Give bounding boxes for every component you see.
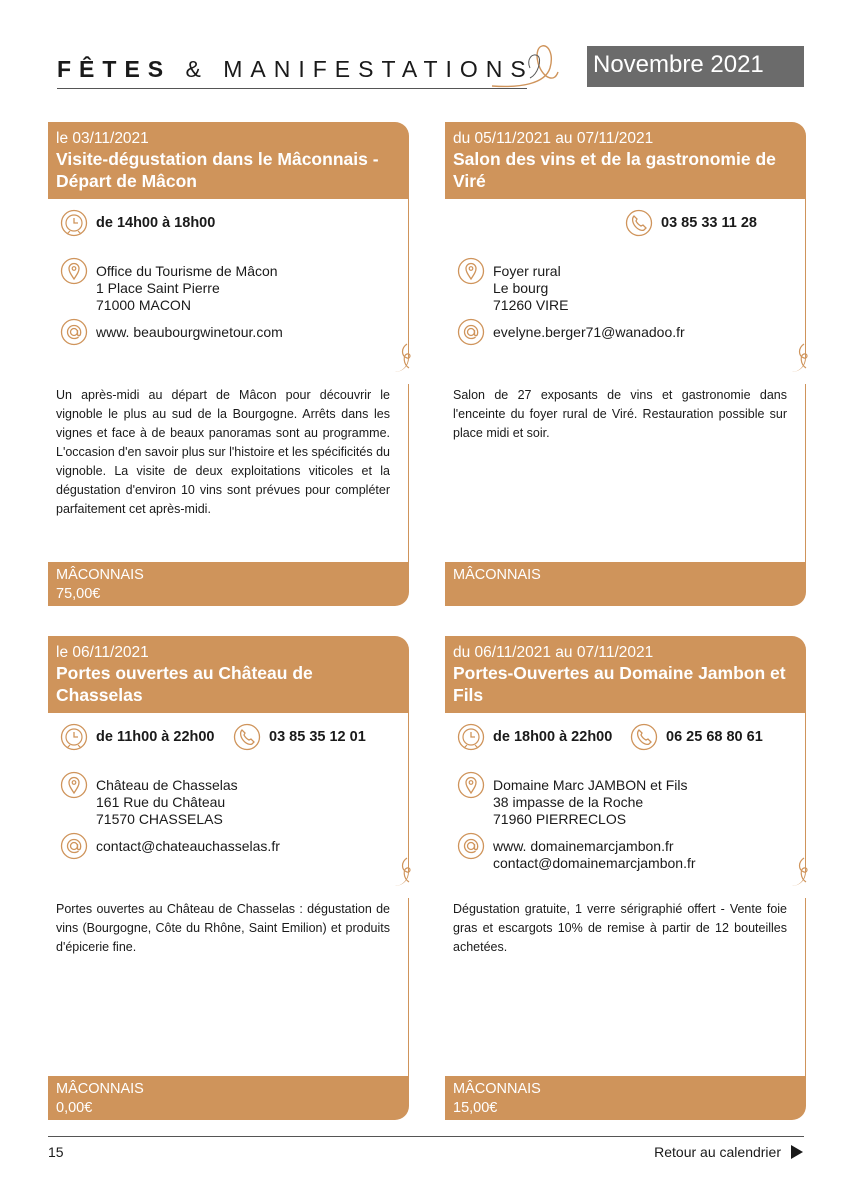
at-icon <box>60 318 88 346</box>
event-address-line: Château de Chasselas <box>96 777 238 793</box>
event-footer <box>445 1076 806 1120</box>
event-address-line: Domaine Marc JAMBON et Fils <box>493 777 688 793</box>
page-title: FÊTES & MANIFESTATIONS <box>57 56 534 82</box>
event-phone[interactable]: 03 85 33 11 28 <box>661 215 757 231</box>
event-region: MÂCONNAIS <box>56 1081 144 1097</box>
footer-rule <box>48 1136 804 1137</box>
event-info-panel <box>48 713 409 886</box>
event-description: Portes ouvertes au Château de Chasselas : dégustation de vins (Bourgogne, Côte du Rhône, Saint Emilion) et produits d'épicerie fine. <box>48 898 409 1076</box>
event-region: MÂCONNAIS <box>453 567 541 583</box>
event-contact-line[interactable]: contact@chateauchasselas.fr <box>96 838 280 854</box>
event-date: le 06/11/2021 <box>56 644 149 661</box>
event-contact-row[interactable] <box>457 832 696 872</box>
event-contact-row[interactable] <box>60 832 280 860</box>
event-time: de 14h00 à 18h00 <box>96 215 216 231</box>
curl-ornament <box>397 856 413 889</box>
event-region: MÂCONNAIS <box>453 1081 541 1097</box>
event-title: Portes ouvertes au Château de Chasselas <box>56 663 313 705</box>
event-description: Un après-midi au départ de Mâcon pour découvrir le vignoble le plus au sud de la Bourgogne. Arrêts dans les vignes et face à de beaux panoramas sont au programme. L'occasion d'en savoir plus sur l'histoire et les spécificités du vignoble. La visite de deux exploitations viticoles et la dégustation d'environ 10 vins sont prévues pour compléter parfaitement cet après-midi. <box>48 384 409 562</box>
event-contact-line[interactable]: contact@domainemarcjambon.fr <box>493 855 696 871</box>
event-header <box>48 122 409 199</box>
at-icon <box>457 832 485 860</box>
event-contact[interactable] <box>96 832 280 855</box>
event-address-line: 161 Rue du Château <box>96 794 226 810</box>
event-address-line: 71960 PIERRECLOS <box>493 811 627 827</box>
event-price: 15,00€ <box>453 1100 498 1116</box>
event-contact-line[interactable]: www. beaubourgwinetour.com <box>96 324 283 340</box>
event-footer <box>48 1076 409 1120</box>
event-contact-line[interactable]: evelyne.berger71@wanadoo.fr <box>493 324 685 340</box>
event-phone-row[interactable] <box>233 723 366 751</box>
event-address-row <box>60 771 238 828</box>
play-arrow-icon <box>791 1145 803 1159</box>
header-swirl-ornament <box>490 38 560 90</box>
event-header <box>48 636 409 713</box>
event-title: Visite-dégustation dans le Mâconnais - Départ de Mâcon <box>56 149 379 191</box>
curl-ornament <box>794 856 810 889</box>
event-address-line: 38 impasse de la Roche <box>493 794 644 810</box>
location-pin-icon <box>60 771 88 799</box>
event-time-row <box>60 209 215 237</box>
event-contact-line[interactable]: www. domainemarcjambon.fr <box>493 838 674 854</box>
event-phone[interactable]: 06 25 68 80 61 <box>666 729 763 745</box>
event-title: Portes-Ouvertes au Domaine Jambon et Fils <box>453 663 786 705</box>
event-footer <box>445 562 806 606</box>
event-address-line: Le bourg <box>493 280 549 296</box>
event-header <box>445 122 806 199</box>
event-description: Dégustation gratuite, 1 verre sérigraphié offert - Vente foie gras et escargots 10% de remise à partir de 12 bouteilles achetées. <box>445 898 806 1076</box>
back-to-calendar-label: Retour au calendrier <box>654 1144 781 1160</box>
event-address-line: Office du Tourisme de Mâcon <box>96 263 278 279</box>
header-rule <box>57 88 527 89</box>
event-contact-row[interactable] <box>457 318 685 346</box>
event-phone-row[interactable] <box>625 209 757 237</box>
location-pin-icon <box>457 771 485 799</box>
event-address-line: Foyer rural <box>493 263 561 279</box>
event-price: 75,00€ <box>56 586 101 602</box>
event-info-panel <box>445 713 806 886</box>
event-contact[interactable] <box>493 318 685 341</box>
event-address-row <box>457 257 569 314</box>
month-label: Novembre 2021 <box>587 46 804 87</box>
event-date: du 05/11/2021 au 07/11/2021 <box>453 130 654 147</box>
at-icon <box>457 318 485 346</box>
back-to-calendar-link[interactable] <box>654 1144 803 1160</box>
event-time-row <box>60 723 215 751</box>
location-pin-icon <box>457 257 485 285</box>
event-phone-row[interactable] <box>630 723 763 751</box>
event-address-line: 71260 VIRE <box>493 297 569 313</box>
event-region: MÂCONNAIS <box>56 567 144 583</box>
event-description: Salon de 27 exposants de vins et gastronomie dans l'enceinte du foyer rural de Viré. Restauration possible sur place midi et soir. <box>445 384 806 562</box>
event-address-line: 1 Place Saint Pierre <box>96 280 220 296</box>
event-address <box>96 771 238 828</box>
event-address-row <box>457 771 687 828</box>
event-address-line: 71000 MACON <box>96 297 191 313</box>
event-info-panel <box>445 199 806 372</box>
curl-ornament <box>794 342 810 375</box>
at-icon <box>60 832 88 860</box>
event-address <box>96 257 278 314</box>
event-contact[interactable] <box>493 832 696 872</box>
phone-icon <box>630 723 658 751</box>
clock-icon <box>60 209 88 237</box>
event-address-row <box>60 257 278 314</box>
event-address-line: 71570 CHASSELAS <box>96 811 223 827</box>
phone-icon <box>233 723 261 751</box>
event-time-row <box>457 723 612 751</box>
event-footer <box>48 562 409 606</box>
event-header <box>445 636 806 713</box>
event-address <box>493 257 569 314</box>
clock-icon <box>60 723 88 751</box>
event-phone[interactable]: 03 85 35 12 01 <box>269 729 366 745</box>
event-date: du 06/11/2021 au 07/11/2021 <box>453 644 654 661</box>
event-time: de 11h00 à 22h00 <box>96 729 215 745</box>
event-contact-row[interactable] <box>60 318 283 346</box>
event-address <box>493 771 687 828</box>
event-title: Salon des vins et de la gastronomie de Viré <box>453 149 776 191</box>
event-date: le 03/11/2021 <box>56 130 149 147</box>
event-contact[interactable] <box>96 318 283 341</box>
phone-icon <box>625 209 653 237</box>
curl-ornament <box>397 342 413 375</box>
page-number: 15 <box>48 1144 64 1160</box>
event-info-panel <box>48 199 409 372</box>
event-price: 0,00€ <box>56 1100 93 1116</box>
event-time: de 18h00 à 22h00 <box>493 729 613 745</box>
location-pin-icon <box>60 257 88 285</box>
clock-icon <box>457 723 485 751</box>
